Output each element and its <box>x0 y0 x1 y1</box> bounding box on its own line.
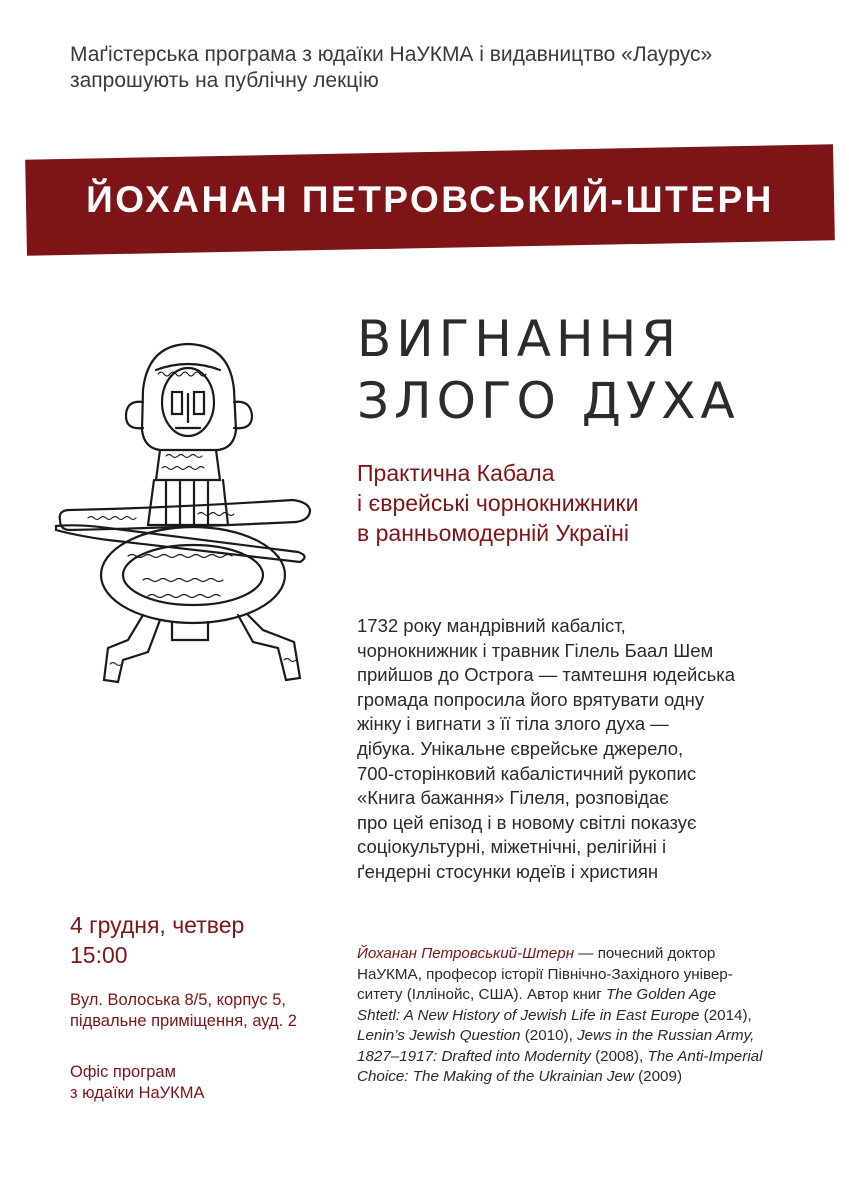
bio-line-7 <box>357 1067 827 1088</box>
subtitle-line-3: в ранньомодерній Україні <box>357 520 629 546</box>
bio-text: (2009) <box>633 1068 683 1085</box>
lecture-title <box>357 308 827 432</box>
speaker-bio <box>357 944 827 1088</box>
address-line-1: Вул. Волоська 8/5, корпус 5, <box>70 991 286 1009</box>
lecture-subtitle <box>357 458 827 548</box>
address-line-2: підвальне приміщення, ауд. 2 <box>70 1012 297 1030</box>
subtitle-line-1: Практична Кабала <box>357 460 555 486</box>
description-line: соціокультурні, міжетнічні, релігійні і <box>357 836 667 858</box>
intro-line-1: Маґістерська програма з юдаїки НаУКМА і видавництво «Лаурус» <box>70 43 713 66</box>
bio-text: (2010), <box>520 1027 578 1044</box>
event-datetime <box>70 910 340 970</box>
subtitle-line-2: і єврейські чорнокнижники <box>357 490 639 516</box>
office-line-2: з юдаїки НаУКМА <box>70 1084 205 1102</box>
speaker-name: ЙОХАНАН ПЕТРОВСЬКИЙ-ШТЕРН <box>86 179 774 220</box>
bio-line-5 <box>357 1026 827 1047</box>
event-address <box>70 990 350 1032</box>
description-line: дібука. Унікальне єврейське джерело, <box>357 737 684 759</box>
event-time: 15:00 <box>70 942 128 968</box>
book-title: The Anti-Imperial <box>647 1047 763 1065</box>
lecture-description <box>357 614 827 885</box>
bio-text: — почесний доктор <box>574 945 716 962</box>
bio-line-1 <box>357 944 827 965</box>
description-line: чорнокнижник і травник Гілель Баал Шем <box>357 639 714 661</box>
book-title: Shtetl: A New History of Jewish Life in East Europe <box>357 1006 700 1024</box>
book-title: Jews in the Russian Army, <box>577 1027 755 1044</box>
description-line: прийшов до Острога — тамтешня юдейська <box>357 664 736 686</box>
bio-line-4 <box>357 1006 827 1027</box>
intro-text <box>70 42 810 94</box>
amulet-figure-illustration <box>48 330 328 700</box>
title-line-1: ВИГНАННЯ <box>357 310 681 368</box>
description-line: «Книга бажання» Гілеля, розповідає <box>357 787 669 809</box>
description-line: жінку і вигнати з її тіла злого духа — <box>357 713 669 735</box>
bio-text: ситету (Іллінойс, США). Автор книг <box>357 986 607 1003</box>
intro-line-2: запрошують на публічну лекцію <box>70 69 379 92</box>
book-title: Choice: The Making of the Ukrainian Jew <box>357 1068 634 1085</box>
book-title: The Golden Age <box>606 986 717 1003</box>
bio-text: (2008), <box>590 1047 648 1065</box>
title-line-2: ЗЛОГО ДУХА <box>357 372 740 430</box>
description-line: громада попросила його врятувати одну <box>357 688 705 710</box>
description-line: ґендерні стосунки юдеїв і християн <box>357 860 659 882</box>
bio-text: (2014), <box>699 1006 752 1024</box>
event-date: 4 грудня, четвер <box>70 912 245 938</box>
book-title: Lenin’s Jewish Question <box>357 1027 521 1044</box>
bio-speaker-name: Йоханан Петровський-Штерн <box>357 945 575 962</box>
description-line: 700-сторінковий кабалістичний рукопис <box>357 762 697 784</box>
bio-line-2: НаУКМА, професор історії Північно-Західного універ- <box>357 965 733 983</box>
bio-line-6 <box>357 1047 827 1068</box>
organizer-office <box>70 1062 350 1104</box>
description-line: про цей епізод і в новому світлі показує <box>357 811 697 833</box>
bio-line-3 <box>357 985 827 1006</box>
office-line-1: Офіс програм <box>70 1063 176 1081</box>
description-line: 1732 року мандрівний кабаліст, <box>357 615 626 636</box>
book-title: 1827–1917: Drafted into Modernity <box>357 1047 591 1065</box>
